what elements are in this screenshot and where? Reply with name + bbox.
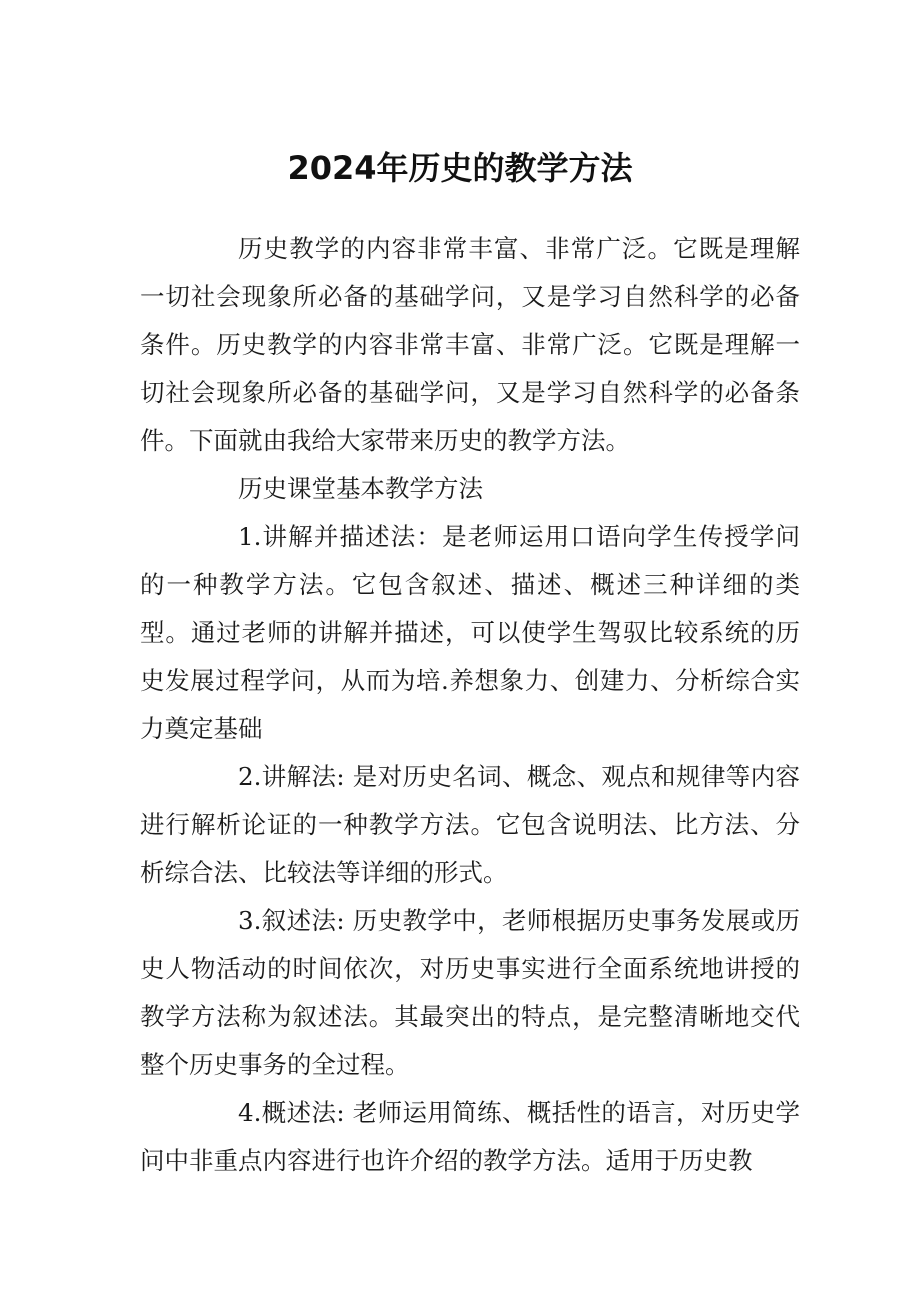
paragraph-method-1: 1.讲解并描述法：是老师运用口语向学生传授学问的一种教学方法。它包含叙述、描述、概述三种详细的类型。通过老师的讲解并描述，可以使学生驾驭比较系统的历史发展过程学问，从而为培.养想象力、创建力、分析综合实力奠定基础: [140, 522, 800, 743]
paragraph-method-3: 3.叙述法: 历史教学中，老师根据历史事务发展或历史人物活动的时间依次，对历史事实进行全面系统地讲授的教学方法称为叙述法。其最突出的特点，是完整清晰地交代整个历史事务的全过程。: [140, 906, 800, 1079]
paragraph-method-2: 2.讲解法: 是对历史名词、概念、观点和规律等内容进行解析论证的一种教学方法。它包含说明法、比方法、分析综合法、比较法等详细的形式。: [140, 762, 800, 887]
document-title: 2024年历史的教学方法: [287, 149, 633, 187]
document-body: [140, 225, 800, 1185]
paragraph-intro: 历史教学的内容非常丰富、非常广泛。它既是理解一切社会现象所必备的基础学问，又是学习自然科学的必备条件。历史教学的内容非常丰富、非常广泛。它既是理解一切社会现象所必备的基础学问，又是学习自然科学的必备条件。下面就由我给大家带来历史的教学方法。: [140, 234, 800, 455]
paragraph-method-4: 4.概述法: 老师运用简练、概括性的语言，对历史学问中非重点内容进行也许介绍的教学方法。适用于历史教: [140, 1098, 800, 1175]
paragraph-section-heading: 历史课堂基本教学方法: [238, 474, 483, 503]
